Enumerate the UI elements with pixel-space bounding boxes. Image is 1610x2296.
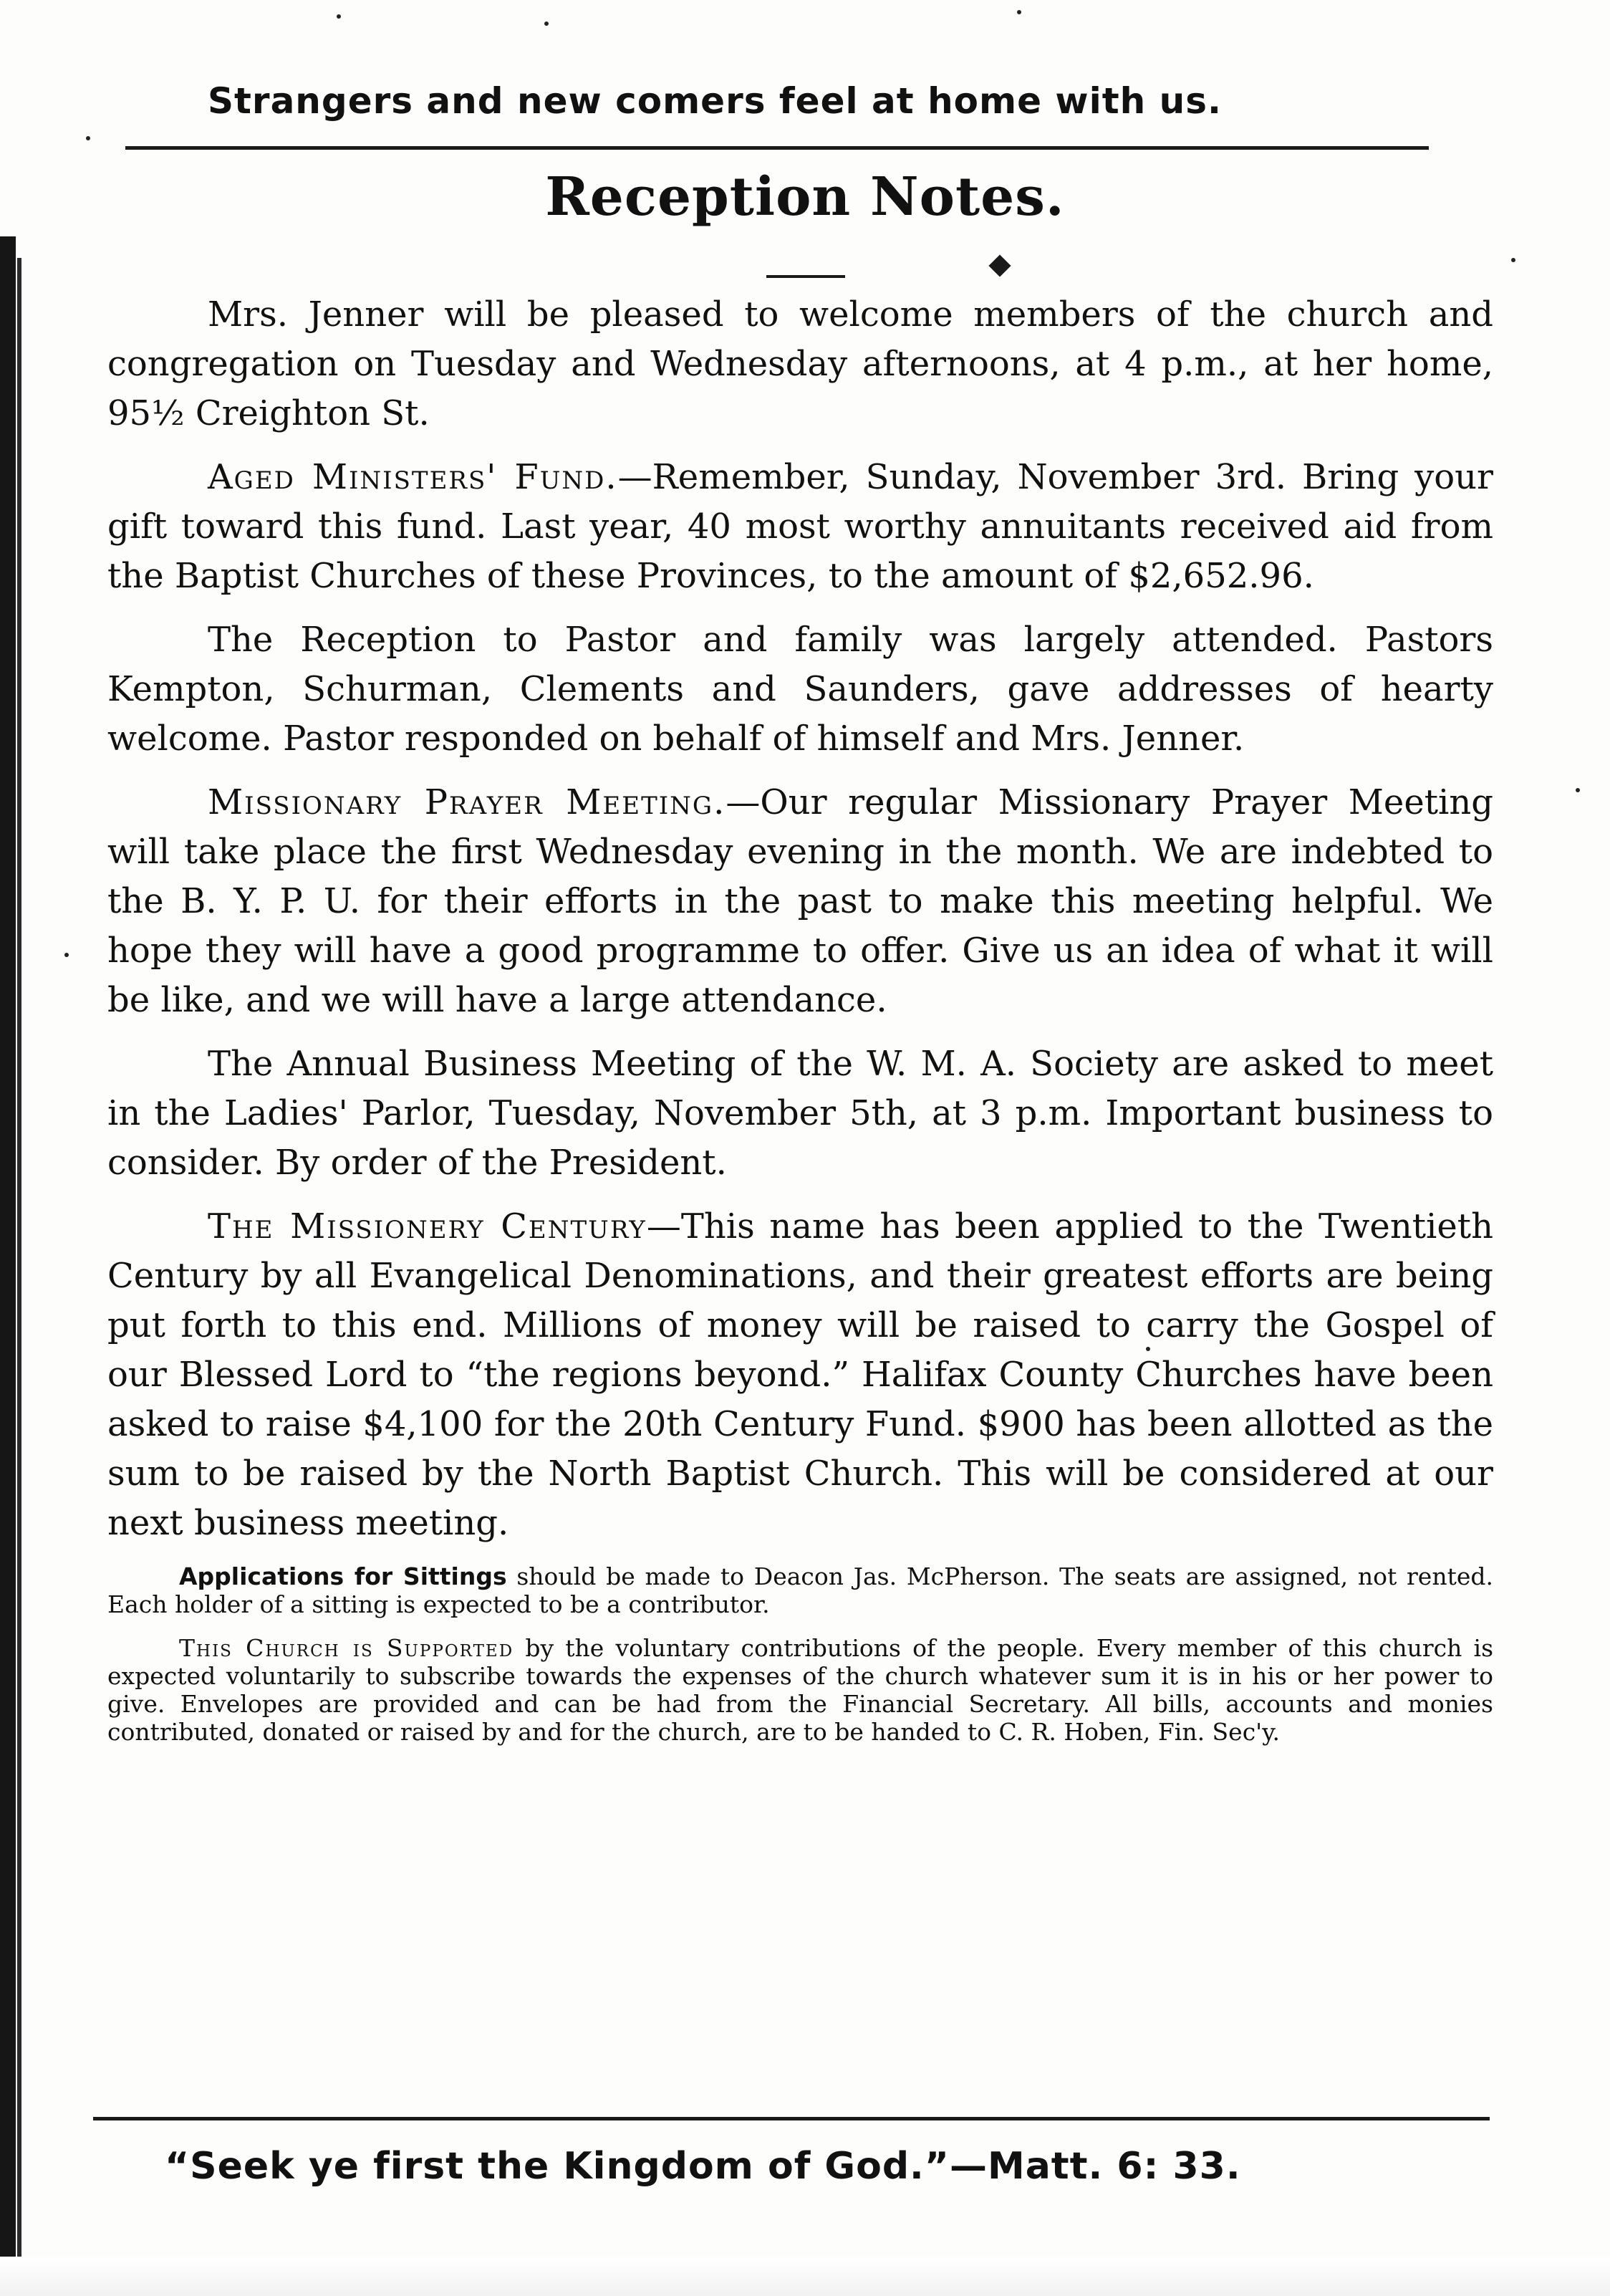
scan-edge-line [17, 258, 21, 2264]
note-text: —Our regular Missionary Prayer Meeting will take place the first Wednesday evening in the month. We are indebted to the B. Y. P. U. for their efforts in the past to make this meeting helpful. We hope they will have a good programme to offer. Give us an idea of what it will be like, and we will have a large attendance. [107, 782, 1493, 1020]
header-slogan: Strangers and new comers feel at home with us. [208, 80, 1223, 122]
scan-speck [337, 14, 341, 19]
fine-print-paragraph [107, 1562, 1493, 1618]
notes-column [107, 290, 1493, 1762]
fine-print-paragraph [107, 1634, 1493, 1746]
note-paragraph [107, 778, 1493, 1025]
note-paragraph [107, 290, 1493, 438]
fine-print-heading: This Church is Supported [179, 1634, 514, 1662]
fine-print-text: should be made to Deacon Jas. McPherson. The seats are assigned, not rented. Each holder of a sitting is expected to be a contributor. [107, 1562, 1493, 1618]
scan-speck [1017, 10, 1021, 14]
footer-verse: “Seek ye first the Kingdom of God.”—Matt. 6: 33. [165, 2145, 1241, 2188]
header-rule [125, 146, 1429, 150]
note-heading: Aged Ministers' Fund. [208, 457, 618, 497]
note-text: The Annual Business Meeting of the W. M. A. Society are asked to meet in the Ladies' Parlor, Tuesday, November 5th, at 3 p.m. Important business to consider. By order of the President. [107, 1044, 1493, 1183]
note-text: —This name has been applied to the Twentieth Century by all Evangelical Denominations, and their greatest efforts are being put forth to this end. Millions of money will be raised to carry the Gospel of our Blessed Lord to “the regions beyond.” Halifax County Churches have been asked to raise $4,100 for the 20th Century Fund. $900 has been allotted as the sum to be raised by the North Baptist Church. This will be considered at our next business meeting. [107, 1206, 1493, 1543]
title-ornament-dash [766, 275, 845, 278]
fine-print-heading: Applications for Sittings [179, 1562, 507, 1590]
note-paragraph [107, 1202, 1493, 1548]
note-paragraph [107, 1039, 1493, 1188]
note-heading: Missionary Prayer Meeting. [208, 782, 726, 822]
scan-speck [1576, 788, 1580, 792]
note-paragraph [107, 453, 1493, 601]
scan-speck [544, 21, 549, 26]
title-ornament-diamond [988, 254, 1011, 277]
scan-bottom-edge [0, 2257, 1610, 2296]
section-title: Reception Notes. [545, 166, 1065, 228]
note-text: The Reception to Pastor and family was largely attended. Pastors Kempton, Schurman, Clements and Saunders, gave addresses of hearty welcome. Pastor responded on behalf of himself and Mrs. Jenner. [107, 620, 1493, 759]
footer-rule [93, 2117, 1490, 2120]
scan-speck [1511, 258, 1515, 262]
scan-speck [64, 953, 69, 957]
note-text: Mrs. Jenner will be pleased to welcome members of the church and congregation on Tuesday and Wednesday afternoons, at 4 p.m., at her home, 95½ Creighton St. [107, 294, 1493, 433]
scan-edge [0, 236, 16, 2285]
scan-speck [86, 136, 90, 140]
fine-print-text: by the voluntary contributions of the people. Every member of this church is expected voluntarily to subscribe towards the expenses of the church whatever sum it is in his or her power to give. Envelopes are provided and can be had from the Financial Secretary. All bills, accounts and monies contributed, donated or raised by and for the church, are to be handed to C. R. Hoben, Fin. Sec'y. [107, 1634, 1494, 1746]
note-heading: The Missionery Century [208, 1206, 647, 1247]
note-text: —Remember, Sunday, November 3rd. Bring your gift toward this fund. Last year, 40 most worthy annuitants received aid from the Baptist Churches of these Provinces, to the amount of $2,652.96. [107, 457, 1493, 596]
note-paragraph [107, 615, 1493, 764]
